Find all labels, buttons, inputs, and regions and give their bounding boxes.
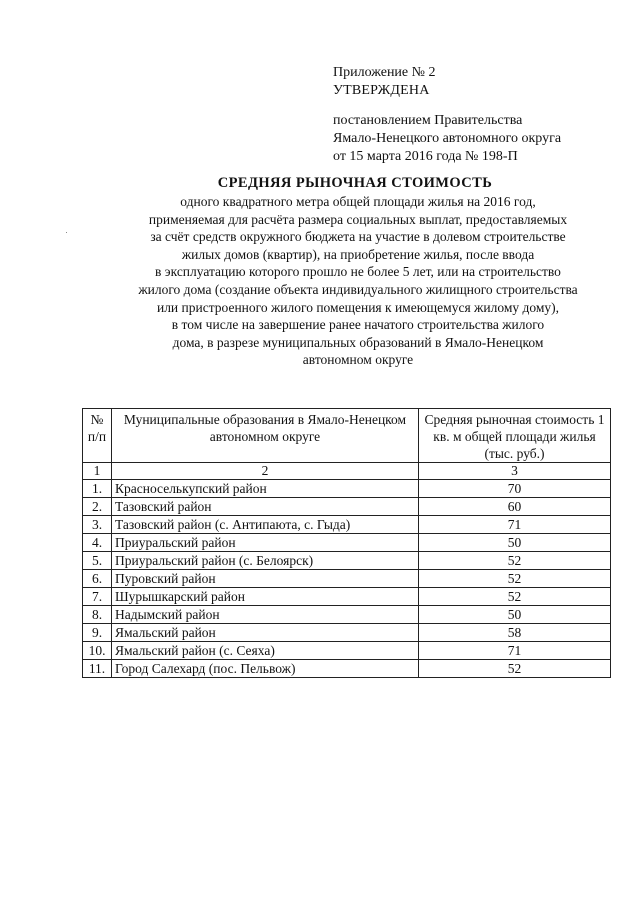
subtitle-line: дома, в разрезе муниципальных образований в Ямало-Ненецком	[172, 334, 544, 350]
row-number: 7.	[83, 588, 112, 606]
scan-speck	[66, 232, 67, 233]
row-number: 1.	[83, 480, 112, 498]
subtitle-line: или пристроенного жилого помещения к имеющемуся жилому дому),	[156, 299, 560, 315]
subtitle-line: жилого дома (создание объекта индивидуального жилищного строительства	[138, 281, 578, 297]
subtitle-line: автономном округе	[302, 352, 414, 368]
column-number-row	[83, 463, 611, 480]
row-price: 60	[419, 498, 611, 516]
subtitle-line: применяемая для расчёта размера социальных выплат, предоставляемых	[148, 211, 568, 227]
row-municipality: Приуральский район	[112, 534, 419, 552]
table-row	[83, 642, 611, 660]
row-municipality: Ямальский район	[112, 624, 419, 642]
approval-line-3: от 15 марта 2016 года № 198-П	[333, 149, 518, 164]
subtitle-line: одного квадратного метра общей площади жилья на 2016 год,	[180, 194, 536, 209]
row-price: 50	[419, 606, 611, 624]
subtitle-line: за счёт средств окружного бюджета на участие в долевом строительстве	[150, 229, 566, 245]
row-municipality: Тазовский район	[112, 498, 419, 516]
table-row	[83, 534, 611, 552]
row-number: 4.	[83, 534, 112, 552]
table-row	[83, 588, 611, 606]
table-row	[83, 624, 611, 642]
subtitle-line: в эксплуатацию которого прошло не более 5 лет, или на строительство	[155, 264, 561, 280]
row-municipality: Красноселькупский район	[112, 480, 419, 498]
table-header-row	[83, 409, 611, 463]
approval-spacer	[333, 100, 561, 112]
row-municipality: Надымский район	[112, 606, 419, 624]
row-number: 8.	[83, 606, 112, 624]
column-number: 1	[83, 463, 112, 480]
price-table	[82, 408, 611, 678]
header-num: № п/п	[83, 409, 112, 463]
row-price: 52	[419, 552, 611, 570]
row-price: 52	[419, 660, 611, 678]
row-number: 6.	[83, 570, 112, 588]
row-number: 5.	[83, 552, 112, 570]
row-price: 50	[419, 534, 611, 552]
row-number: 9.	[83, 624, 112, 642]
row-price: 71	[419, 516, 611, 534]
table-row	[83, 570, 611, 588]
header-municipality: Муниципальные образования в Ямало-Ненецком автономном округе	[112, 409, 419, 463]
row-municipality: Шурышкарский район	[112, 588, 419, 606]
table-row	[83, 480, 611, 498]
subtitle-line: жилых домов (квартир), на приобретение жилья, после ввода	[181, 246, 535, 262]
row-price: 58	[419, 624, 611, 642]
row-municipality: Тазовский район (с. Антипаюта, с. Гыда)	[112, 516, 419, 534]
document-title: СРЕДНЯЯ РЫНОЧНАЯ СТОИМОСТЬ	[217, 175, 493, 191]
row-number: 11.	[83, 660, 112, 678]
document-subtitle	[88, 193, 628, 369]
approved-label: УТВЕРЖДЕНА	[333, 83, 430, 98]
column-number: 3	[419, 463, 611, 480]
table-row	[83, 516, 611, 534]
row-number: 10.	[83, 642, 112, 660]
row-municipality: Пуровский район	[112, 570, 419, 588]
table-row	[83, 552, 611, 570]
header-price: Средняя рыночная стоимость 1 кв. м общей площади жилья (тыс. руб.)	[419, 409, 611, 463]
row-price: 52	[419, 588, 611, 606]
row-price: 52	[419, 570, 611, 588]
row-price: 70	[419, 480, 611, 498]
table-row	[83, 606, 611, 624]
table-row	[83, 498, 611, 516]
approval-line-2: Ямало-Ненецкого автономного округа	[333, 131, 562, 146]
row-number: 3.	[83, 516, 112, 534]
appendix-label: Приложение № 2	[333, 65, 436, 80]
column-number: 2	[112, 463, 419, 480]
table-row	[83, 660, 611, 678]
row-municipality: Город Салехард (пос. Пельвож)	[112, 660, 419, 678]
approval-line-1: постановлением Правительства	[333, 113, 523, 128]
approval-block	[333, 64, 561, 166]
row-number: 2.	[83, 498, 112, 516]
row-price: 71	[419, 642, 611, 660]
row-municipality: Ямальский район (с. Сеяха)	[112, 642, 419, 660]
row-municipality: Приуральский район (с. Белоярск)	[112, 552, 419, 570]
subtitle-line: в том числе на завершение ранее начатого строительства жилого	[171, 317, 545, 333]
